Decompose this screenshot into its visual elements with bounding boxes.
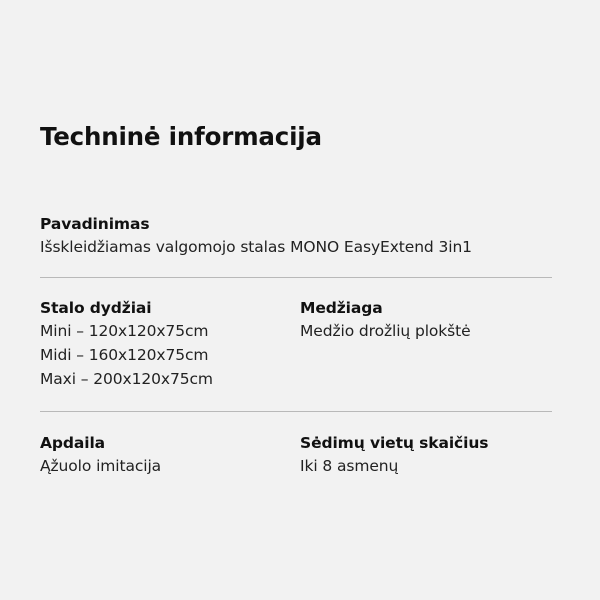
name-value: Išskleidžiamas valgomojo stalas MONO EasyExtend 3in1	[40, 238, 472, 256]
name-label: Pavadinimas	[40, 215, 150, 233]
name-section	[40, 213, 472, 259]
finish-label: Apdaila	[40, 434, 106, 452]
seats-section	[300, 432, 488, 478]
page-title: Techninė informacija	[40, 122, 322, 151]
sizes-section	[40, 297, 213, 391]
material-value: Medžio drožlių plokštė	[300, 322, 471, 340]
divider	[40, 411, 552, 412]
seats-label: Sėdimų vietų skaičius	[300, 434, 489, 452]
finish-section	[40, 432, 161, 478]
sizes-label: Stalo dydžiai	[40, 299, 152, 317]
material-section	[300, 297, 471, 343]
seats-value: Iki 8 asmenų	[300, 457, 399, 475]
size-maxi: Maxi – 200x120x75cm	[40, 370, 213, 388]
finish-value: Ąžuolo imitacija	[40, 457, 162, 475]
material-label: Medžiaga	[300, 299, 383, 317]
size-mini: Mini – 120x120x75cm	[40, 322, 209, 340]
size-midi: Midi – 160x120x75cm	[40, 346, 209, 364]
tech-info-panel	[40, 0, 552, 600]
divider	[40, 277, 552, 278]
